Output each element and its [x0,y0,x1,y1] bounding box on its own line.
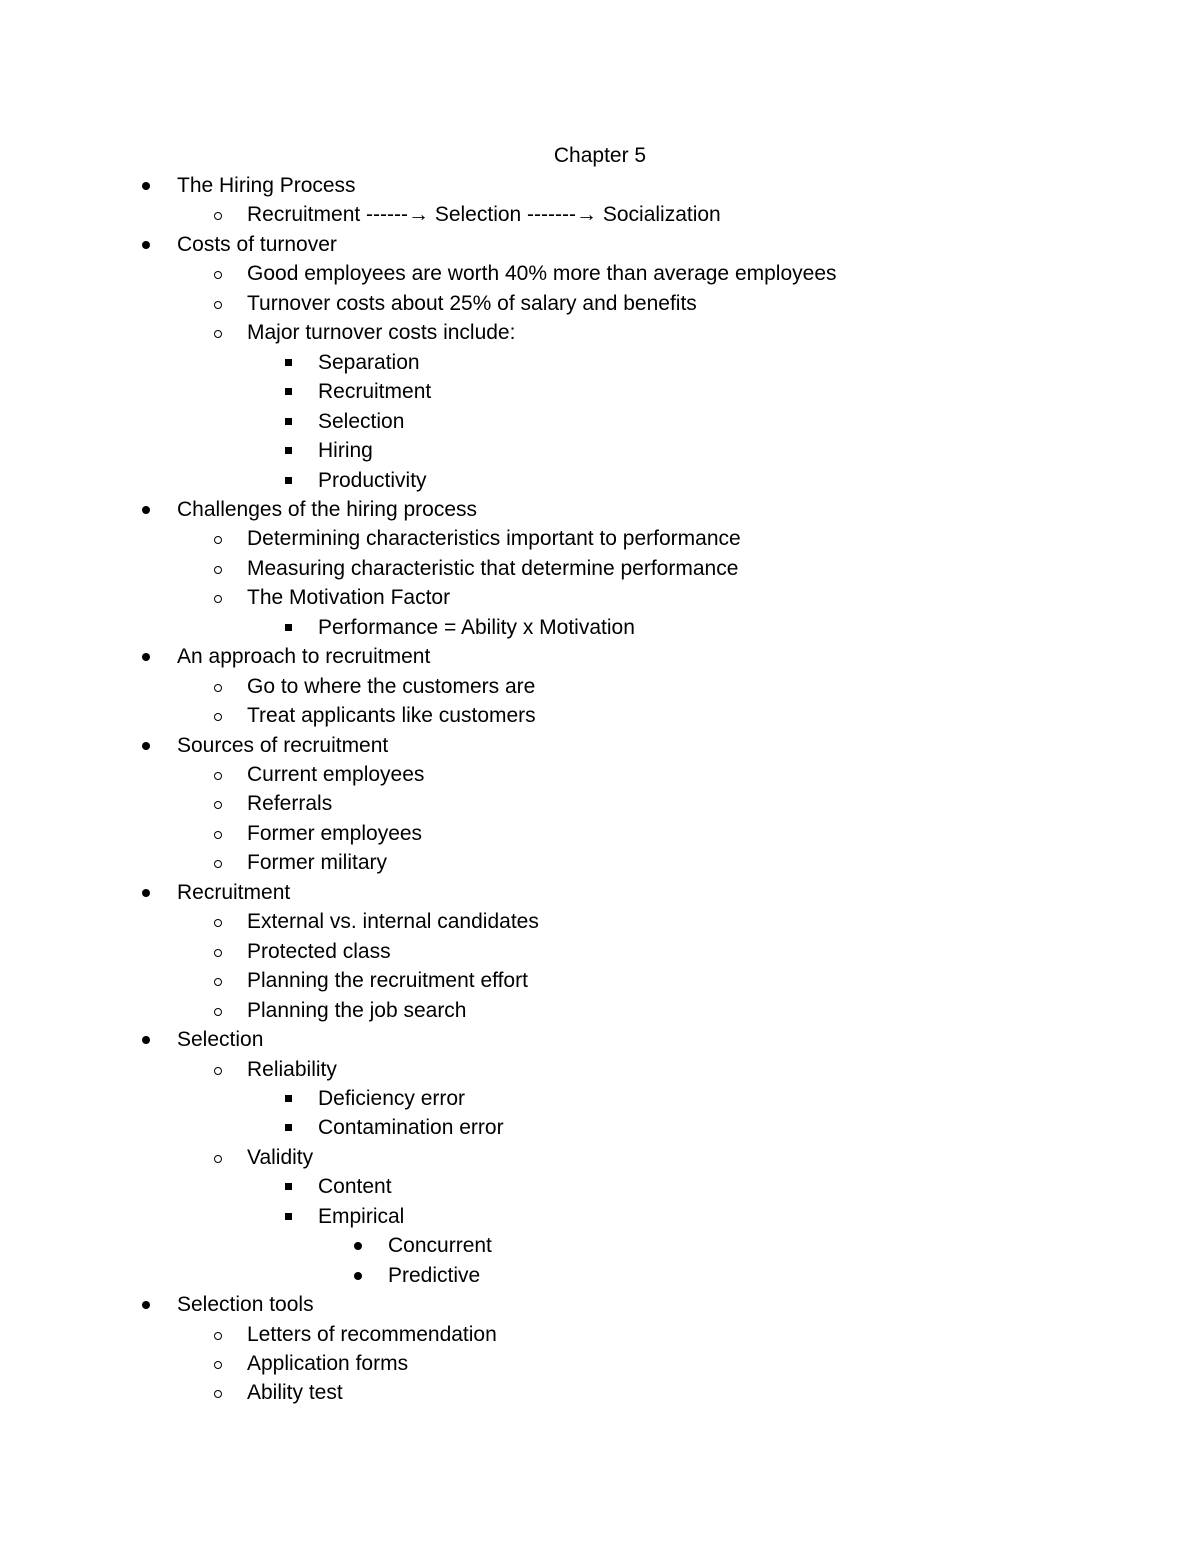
bullet-icon [136,642,156,671]
outline-item-text: Validity [247,1146,314,1169]
outline-item-text: Recruitment [177,881,291,904]
outline-item-text: Determining characteristics important to performance [247,527,741,550]
bullet-icon [208,819,228,848]
outline-item-text: Current employees [247,763,425,786]
bullet-icon [136,1290,156,1319]
bullet-icon [136,731,156,760]
outline-item-text: Letters of recommendation [247,1323,497,1346]
bullet-icon [208,1320,228,1349]
outline-item-text: Recruitment ------→ Selection -------→ Socialization [247,203,721,226]
bullet-icon [208,996,228,1025]
outline-item-text: Measuring characteristic that determine performance [247,557,739,580]
bullet-icon [208,554,228,583]
outline-item-text: Referrals [247,792,333,815]
bullet-icon [208,524,228,553]
outline-item-text: Turnover costs about 25% of salary and benefits [247,292,697,315]
bullet-icon [348,1261,368,1290]
bullet-icon [348,1231,368,1260]
outline-item-text: Performance = Ability x Motivation [318,616,635,639]
bullet-icon [208,966,228,995]
bullet-icon [136,171,156,200]
page-title: Chapter 5 [553,144,647,167]
bullet-icon [278,407,298,436]
bullet-icon [278,466,298,495]
bullet-icon [208,672,228,701]
outline-item-text: Productivity [318,469,427,492]
bullet-icon [278,1172,298,1201]
outline-item-text: Planning the job search [247,999,467,1022]
outline-item-text: Deficiency error [318,1087,466,1110]
bullet-icon [136,230,156,259]
outline-item-text: Separation [318,351,420,374]
bullet-icon [278,377,298,406]
bullet-icon [278,436,298,465]
bullet-icon [208,789,228,818]
bullet-icon [208,907,228,936]
bullet-icon [278,613,298,642]
bullet-icon [208,848,228,877]
bullet-icon [278,1113,298,1142]
outline-item-text: Treat applicants like customers [247,704,536,727]
outline-item-text: Former employees [247,822,423,845]
bullet-icon [208,937,228,966]
outline-item-text: Former military [247,851,387,874]
outline-item-text: Recruitment [318,380,432,403]
bullet-icon [278,1084,298,1113]
outline-item-text: Protected class [247,940,391,963]
outline-item-text: Contamination error [318,1116,504,1139]
outline-item-text: Selection tools [177,1293,314,1316]
outline-item-text: An approach to recruitment [177,645,431,668]
outline-item-text: Content [318,1175,392,1198]
outline-item-text: Application forms [247,1352,409,1375]
outline-item-text: The Hiring Process [177,174,356,197]
outline-item-text: External vs. internal candidates [247,910,539,933]
bullet-icon [208,1349,228,1378]
bullet-icon [208,318,228,347]
outline-item-text: Costs of turnover [177,233,337,256]
outline-item-text: Reliability [247,1058,337,1081]
bullet-icon [208,1143,228,1172]
bullet-icon [208,200,228,229]
outline-item-text: Challenges of the hiring process [177,498,478,521]
outline-item-text: Selection [318,410,405,433]
bullet-icon [208,583,228,612]
outline-item-text: Selection [177,1028,264,1051]
outline-item-text: Planning the recruitment effort [247,969,528,992]
outline-item-text: The Motivation Factor [247,586,451,609]
outline-item-text: Empirical [318,1205,405,1228]
bullet-icon [208,1055,228,1084]
outline-item-text: Concurrent [388,1234,492,1257]
bullet-icon [208,760,228,789]
bullet-icon [208,701,228,730]
outline-item-text: Predictive [388,1264,481,1287]
bullet-icon [136,1025,156,1054]
outline-item-text: Good employees are worth 40% more than average employees [247,262,837,285]
bullet-icon [136,495,156,524]
bullet-icon [208,289,228,318]
bullet-icon [208,259,228,288]
bullet-icon [208,1378,228,1407]
outline-item-text: Major turnover costs include: [247,321,516,344]
bullet-icon [278,348,298,377]
bullet-icon [136,878,156,907]
outline-item-text: Go to where the customers are [247,675,536,698]
outline-item-text: Hiring [318,439,373,462]
bullet-icon [278,1202,298,1231]
outline-item-text: Ability test [247,1381,343,1404]
outline-item-text: Sources of recruitment [177,734,389,757]
